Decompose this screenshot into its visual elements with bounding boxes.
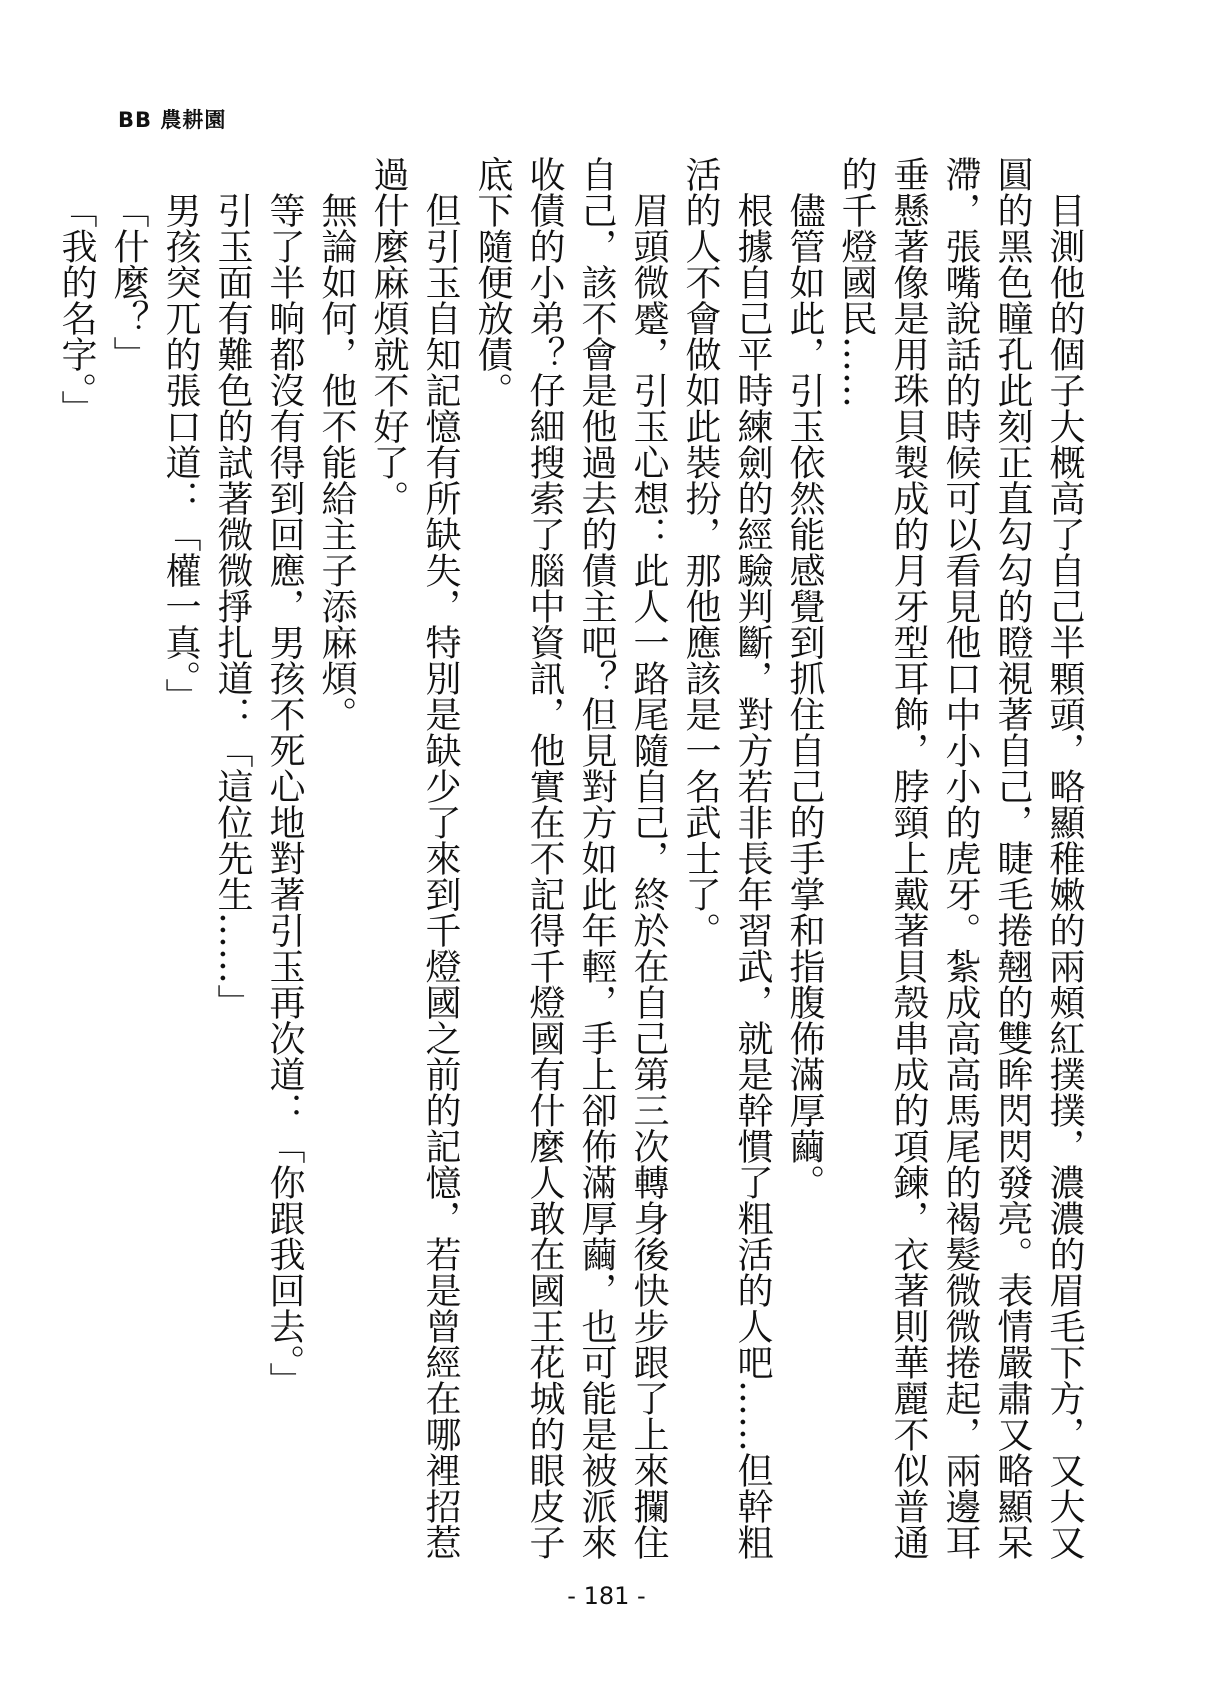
paragraph-9: 男孩突兀的張口道：「權一真。」 (160, 192, 201, 714)
paragraph-10: 「什麼？」 (108, 192, 149, 372)
paragraph-7: 等了半晌都沒有得到回應，男孩不死心地對著引玉再次道：「你跟我回去。」 (264, 192, 305, 1398)
paragraph-8: 引玉面有難色的試著微微掙扎道：「這位先生……」 (212, 192, 253, 1020)
paragraph-2: 儘管如此，引玉依然能感覺到抓住自己的手掌和指腹佈滿厚繭。 (784, 192, 825, 1200)
paragraph-4: 眉頭微蹙，引玉心想：此人一路尾隨自己，終於在自己第三次轉身後快步跟了上來攔住自己，該不會是他過去的債主吧？但見對方如此年輕，手上卻佈滿厚繭，也可能是被派來收債的小弟？仔細搜索了腦中資訊，他實在不記得千燈國有什麼人敢在國王花城的眼皮子底下隨便放債。 (472, 156, 669, 1560)
header-logo: BB 農耕園 (118, 108, 227, 132)
paragraph-3: 根據自己平時練劍的經驗判斷，對方若非長年習武，就是幹慣了粗活的人吧……但幹粗活的人不會做如此裝扮，那他應該是一名武士了。 (680, 156, 773, 1560)
paragraph-1: 目測他的個子大概高了自己半顆頭，略顯稚嫩的兩頰紅撲撲，濃濃的眉毛下方，又大又圓的黑色瞳孔此刻正直勾勾的瞪視著自己，睫毛捲翹的雙眸閃閃發亮。表情嚴肅又略顯呆滯，張嘴說話的時候可以看見他口中小小的虎牙。紮成高高馬尾的褐髮微微捲起，兩邊耳垂懸著像是用珠貝製成的月牙型耳飾，脖頸上戴著貝殼串成的項鍊，衣著則華麗不似普通的千燈國民…… (836, 156, 1085, 1560)
paragraph-11: 「我的名字。」 (56, 192, 97, 426)
page-number: - 181 - (567, 1582, 646, 1610)
paragraph-6: 無論如何，他不能給主子添麻煩。 (316, 192, 357, 732)
body-text (56, 156, 1090, 1576)
paragraph-5: 但引玉自知記憶有所缺失，特別是缺少了來到千燈國之前的記憶，若是曾經在哪裡招惹過什麼麻煩就不好了。 (368, 156, 461, 1560)
